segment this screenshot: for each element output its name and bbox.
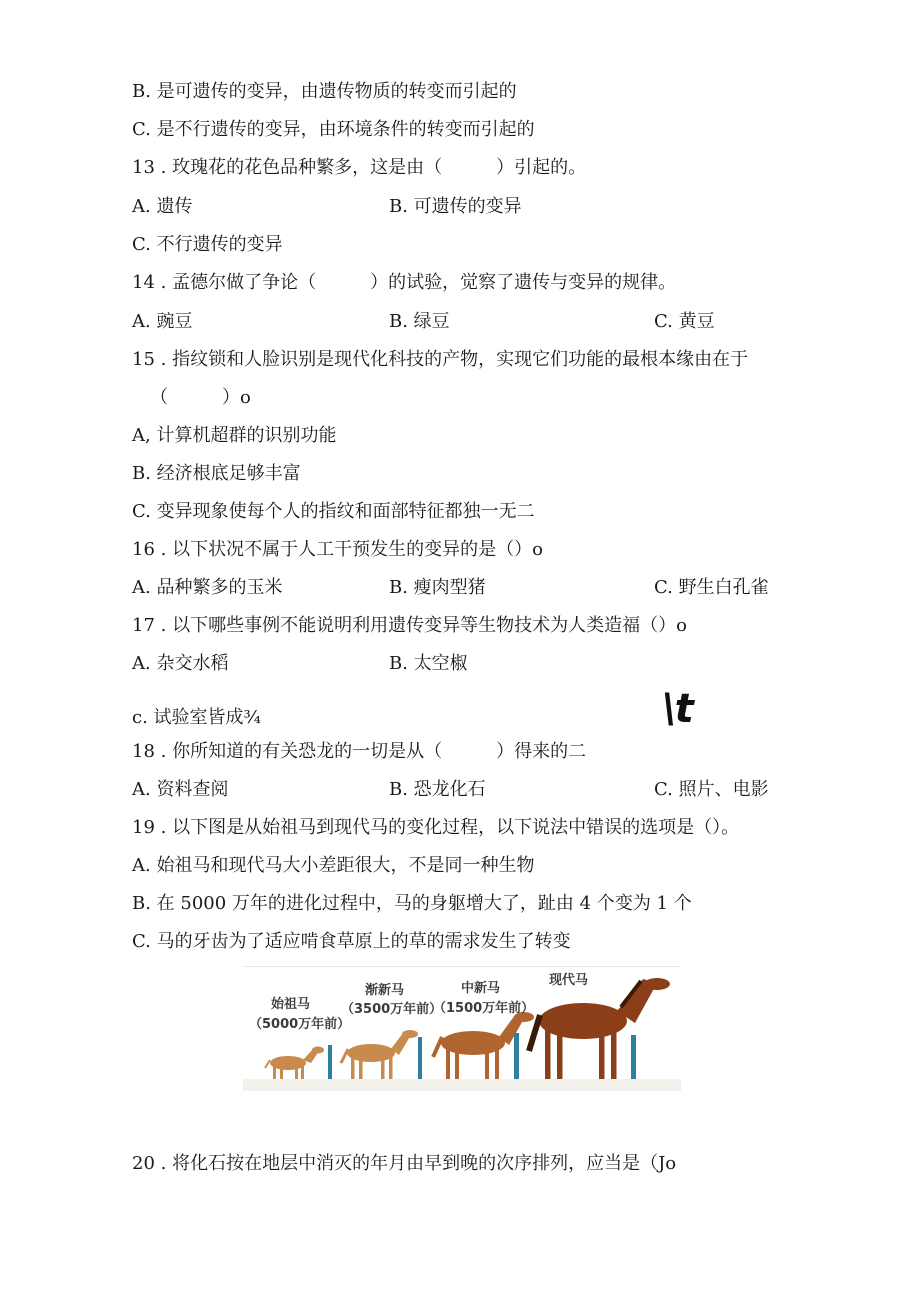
modern-horse-leg-bar <box>631 1035 636 1079</box>
question-18: 18 . 你所知道的有关恐龙的一切是从（ ）得来的二 <box>132 741 587 762</box>
question-15-continued: （ ）o <box>150 387 251 408</box>
question-16: 16 . 以下状况不属于人工干预发生的变异的是（）o <box>132 539 543 560</box>
q18-option-b: B. 恐龙化石 <box>389 779 486 800</box>
q15-option-b: B. 经济根底足够丰富 <box>132 463 301 484</box>
mesohippus-horse <box>341 1030 418 1079</box>
q13-option-a: A. 遗传 <box>132 196 193 217</box>
mesohippus-name: 渐新马 <box>365 983 405 998</box>
q19-option-c: C. 马的牙齿为了适应啃食草原上的草的需求发生了转变 <box>132 931 571 952</box>
question-17: 17 . 以下哪些事例不能说明利用遗传变异等生物技术为人类造福（）o <box>132 615 687 636</box>
stray-mark: \t <box>662 686 692 732</box>
question-15: 15 . 指纹锁和人脸识别是现代化科技的产物，实现它们功能的最根本缘由在于 <box>132 349 749 370</box>
q17-option-b: B. 太空椒 <box>389 653 468 674</box>
question-19: 19 . 以下图是从始祖马到现代马的变化过程，以下说法中错误的选项是（）。 <box>132 817 740 838</box>
q16-option-c: C. 野生白孔雀 <box>654 577 769 598</box>
q12-option-b: B. 是可遗传的变异，由遗传物质的转变而引起的 <box>132 81 517 102</box>
q18-option-a: A. 资料查阅 <box>132 779 229 800</box>
q17-option-a: A. 杂交水稻 <box>132 653 229 674</box>
q14-option-a: A. 豌豆 <box>132 311 193 332</box>
q19-option-b: B. 在 5000 万年的进化过程中，马的身躯增大了，趾由 4 个变为 1 个 <box>132 893 692 914</box>
q16-option-b: B. 瘦肉型猪 <box>389 577 486 598</box>
q15-option-a: A, 计算机超群的识别功能 <box>132 425 337 446</box>
eohippus-leg-bar <box>328 1045 332 1079</box>
q14-option-c: C. 黄豆 <box>654 311 715 332</box>
q19-option-a: A. 始祖马和现代马大小差距很大，不是同一种生物 <box>132 855 535 876</box>
merychippus-leg-bar <box>514 1033 519 1079</box>
question-14: 14 . 孟德尔做了争论（ ）的试验，觉察了遗传与变异的规律。 <box>132 272 677 293</box>
q14-option-b: B. 绿豆 <box>389 311 450 332</box>
merychippus-name: 中新马 <box>461 981 501 996</box>
q16-option-a: A. 品种繁多的玉米 <box>132 577 283 598</box>
question-13: 13 . 玫瑰花的花色品种繁多，这是由（ ）引起的。 <box>132 157 587 178</box>
modern-horse-name: 现代马 <box>549 973 589 988</box>
merychippus-era: （1500万年前） <box>433 1001 535 1016</box>
q12-option-c: C. 是不行遗传的变异，由环境条件的转变而引起的 <box>132 119 535 140</box>
q18-option-c: C. 照片、电影 <box>654 779 769 800</box>
q13-option-b: B. 可遗传的变异 <box>389 196 522 217</box>
modern-horse <box>529 978 670 1079</box>
eohippus-era: （5000万年前） <box>249 1017 351 1032</box>
q15-option-c: C. 变异现象使每个人的指纹和面部特征都独一无二 <box>132 501 535 522</box>
q13-option-c: C. 不行遗传的变异 <box>132 234 283 255</box>
question-20: 20 . 将化石按在地层中消灭的年月由早到晚的次序排列，应当是（Jo <box>132 1153 677 1174</box>
eohippus-horse <box>265 1047 324 1080</box>
q17-option-c: c. 试验室皆成¾ <box>132 707 261 728</box>
horse-evolution-figure <box>243 966 681 1091</box>
mesohippus-leg-bar <box>418 1037 422 1079</box>
mesohippus-era: （3500万年前） <box>341 1002 443 1017</box>
eohippus-name: 始祖马 <box>271 997 311 1012</box>
